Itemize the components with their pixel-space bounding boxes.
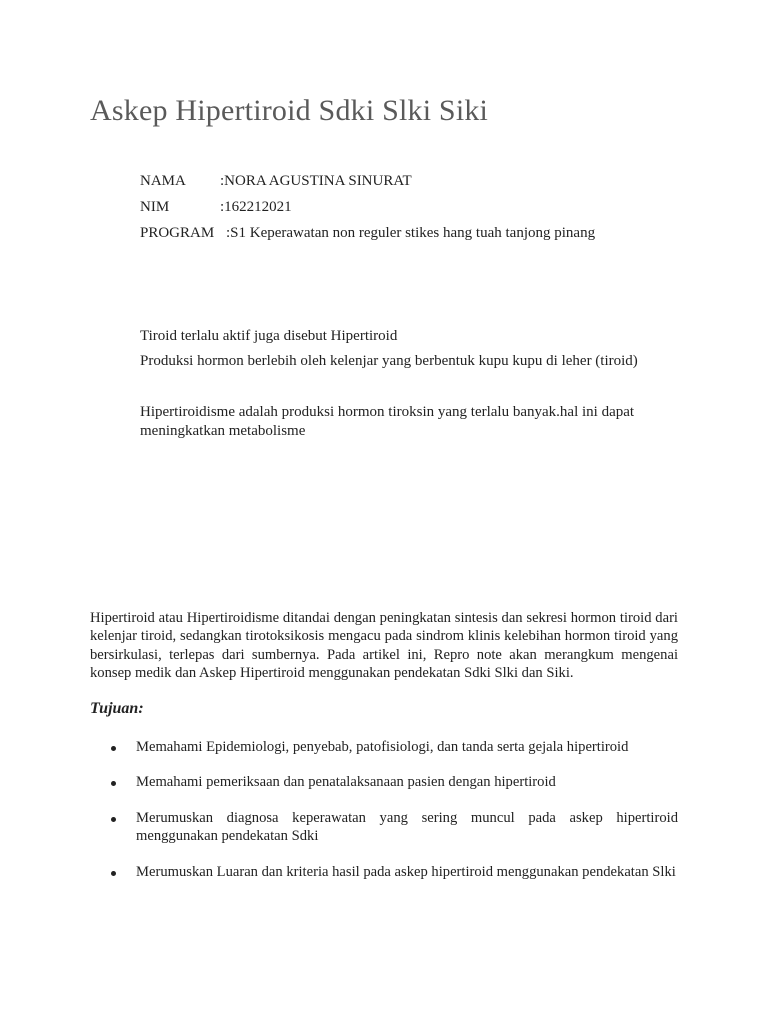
info-value: :NORA AGUSTINA SINURAT: [220, 173, 412, 189]
bullet-icon: [111, 746, 116, 751]
bullet-icon: [111, 817, 116, 822]
list-item-text: Memahami pemeriksaan dan penatalaksanaan pasien dengan hipertiroid: [136, 774, 556, 790]
document-title: Askep Hipertiroid Sdki Slki Siki: [90, 94, 489, 127]
intro-definition: Hipertiroidisme adalah produksi hormon tiroksin yang terlalu banyak.hal ini dapat meningkatkan metabolisme: [140, 404, 635, 439]
info-label: NIM: [140, 199, 170, 215]
list-item-text: Merumuskan diagnosa keperawatan yang sering muncul pada askep hipertiroid menggunakan pendekatan Sdki: [136, 810, 678, 845]
body-paragraph: Hipertiroid atau Hipertiroidisme ditandai dengan peningkatan sintesis dan sekresi hormon tiroid dari kelenjar tiroid, sedangkan tirotoksikosis mengacu pada sindrom klinis kelebihan hormon tiroid yang bersirkulasi, terlepas dari sumbernya. Pada artikel ini, Repro note akan merangkum mengenai konsep medik dan Askep Hipertiroid menggunakan pendekatan Sdki Slki dan Siki.: [90, 610, 678, 681]
info-row-nama: [140, 171, 595, 197]
info-row-nim: [140, 197, 595, 223]
info-value: :162212021: [220, 199, 292, 215]
info-row-program: [140, 223, 595, 249]
bullet-icon: [111, 781, 116, 786]
tujuan-heading: Tujuan:: [90, 700, 144, 717]
student-info: [140, 171, 595, 249]
info-label: PROGRAM: [140, 225, 215, 241]
list-item-text: Merumuskan Luaran dan kriteria hasil pada askep hipertiroid menggunakan pendekatan Slki: [136, 864, 676, 880]
bullet-icon: [111, 871, 116, 876]
intro-line: Produksi hormon berlebih oleh kelenjar yang berbentuk kupu kupu di leher (tiroid): [140, 353, 638, 369]
list-item-text: Memahami Epidemiologi, penyebab, patofisiologi, dan tanda serta gejala hipertiroid: [136, 739, 629, 755]
info-label: NAMA: [140, 173, 186, 189]
intro-line: Tiroid terlalu aktif juga disebut Hipertiroid: [140, 328, 398, 344]
info-value: :S1 Keperawatan non reguler stikes hang tuah tanjong pinang: [226, 225, 596, 241]
